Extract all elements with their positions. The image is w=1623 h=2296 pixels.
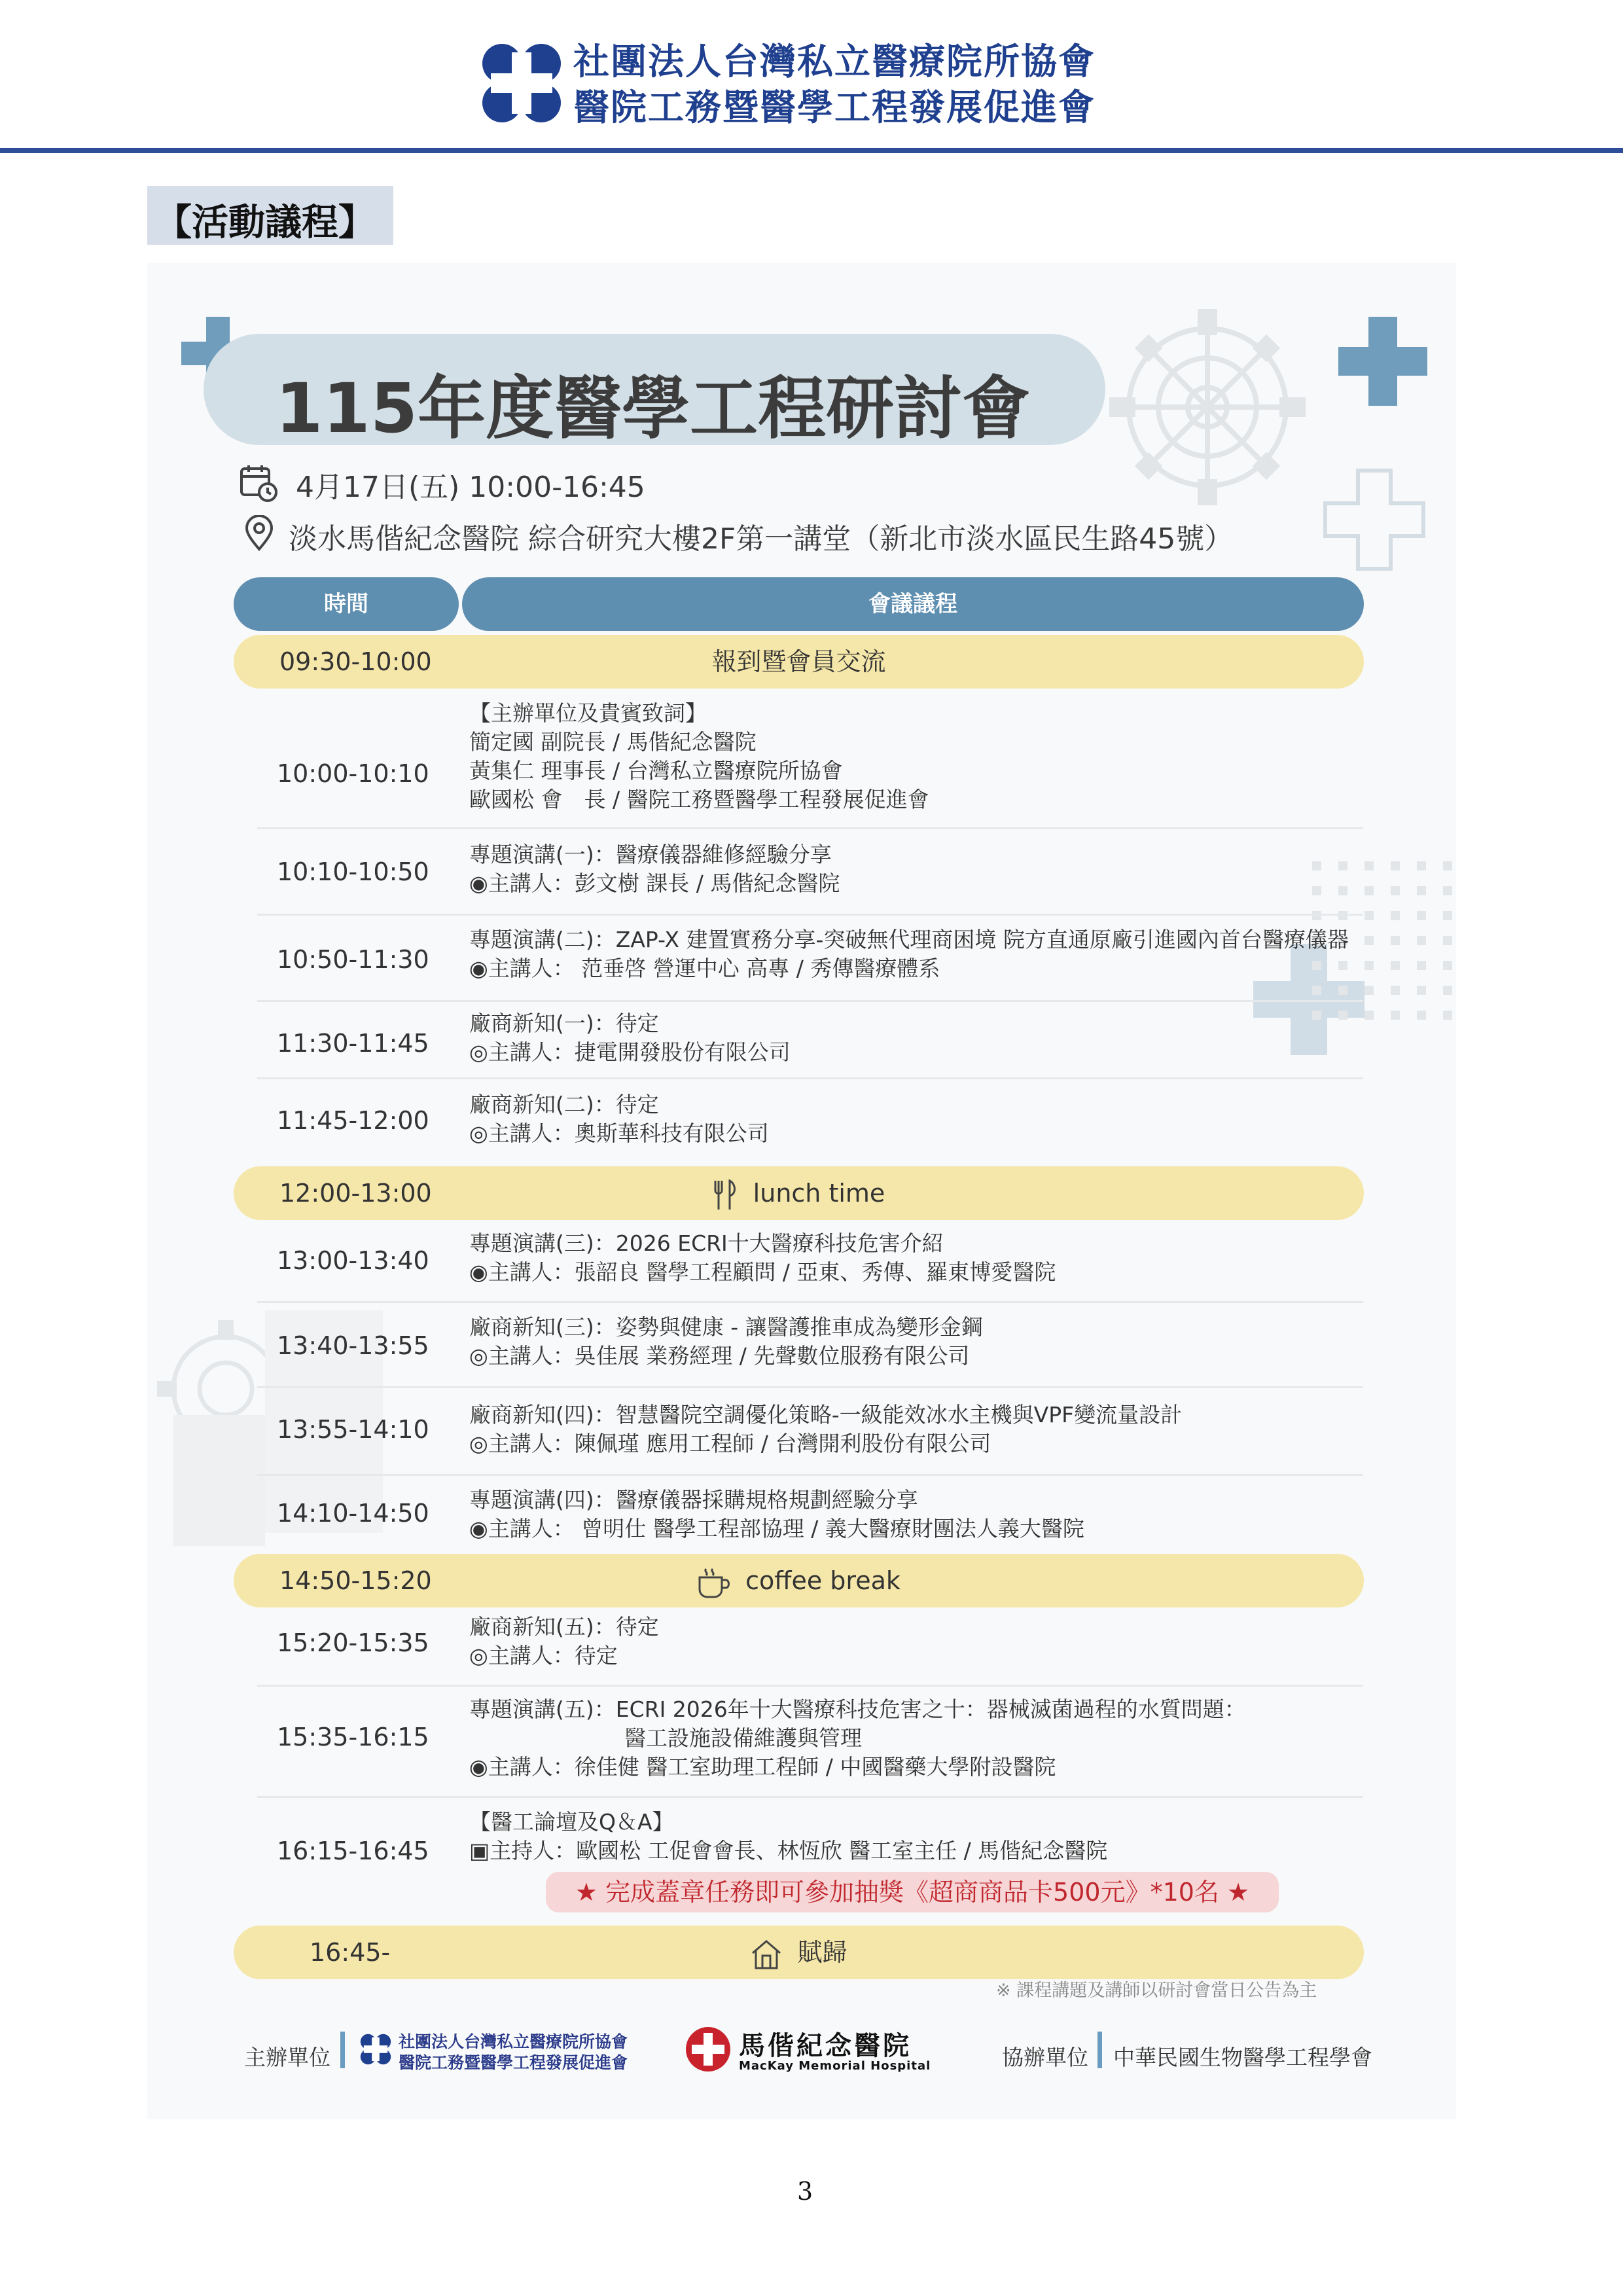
agenda-time: 10:10-10:50 [277,857,429,886]
hospital-name-en: MacKay Memorial Hospital [739,2059,931,2073]
location-pin-icon [243,515,276,552]
agenda-time: 10:50-11:30 [277,945,429,974]
agenda-line: ▣主持人：歐國松 工促會會長、林恆欣 醫工室主任 / 馬偕紀念醫院 [469,1838,1108,1863]
agenda-time: 12:00-13:00 [279,1179,432,1208]
footer-divider [1097,2032,1102,2068]
agenda-line: ◉主講人：徐佳健 醫工室助理工程師 / 中國醫藥大學附設醫院 [469,1754,1056,1780]
agenda-line: 廠商新知(五)：待定 [469,1614,659,1640]
agenda-line: 專題演講(二)：ZAP-X 建置實務分享-突破無代理商困境 院方直通原廠引進國內首台醫療儀器 [469,927,1349,952]
event-date: 4月17日(五) 10:00-16:45 [296,471,645,504]
agenda-time: 11:30-11:45 [277,1029,429,1058]
co-organizer-label: 協辦單位 [1002,2045,1088,2070]
agenda-highlight-row [234,1926,1364,1979]
co-organizer-name: 中華民國生物醫學工程學會 [1113,2045,1372,2070]
agenda-time: 13:40-13:55 [277,1331,429,1360]
agenda-time: 13:00-13:40 [277,1246,429,1275]
agenda-highlight-content: coffee break [745,1566,901,1595]
agenda-line: 廠商新知(一)：待定 [469,1011,659,1036]
agenda-line: ◉主講人： 曾明仕 醫學工程部協理 / 義大醫療財團法人義大醫院 [469,1516,1084,1541]
hospital-name: 馬偕紀念醫院 [739,2030,912,2061]
agenda-line: ◎主講人：待定 [469,1643,618,1668]
row-divider [257,1000,1363,1002]
header-org-name-line2: 醫院工務暨醫學工程發展促進會 [573,86,1096,128]
utensils-icon [713,1179,739,1211]
agenda-highlight-row [234,635,1364,689]
plus-icon [1338,317,1427,406]
agenda-line: 醫工設施設備維護與管理 [624,1725,862,1751]
agenda-time: 14:50-15:20 [279,1566,432,1595]
agenda-line: 黃集仁 理事長 / 台灣私立醫療院所協會 [469,758,843,783]
agenda-note: ※ 課程講題及講師以研討會當日公告為主 [996,1981,1317,2001]
agenda-highlight-content: 報到暨會員交流 [711,647,886,676]
agenda-line: 專題演講(三)：2026 ECRI十大醫療科技危害介紹 [469,1230,944,1256]
event-location: 淡水馬偕紀念醫院 綜合研究大樓2F第一講堂（新北市淡水區民生路45號） [289,522,1234,556]
association-logo-icon [473,34,571,132]
footer-org-line1: 社團法人台灣私立醫療院所協會 [399,2032,628,2051]
row-divider [257,1796,1363,1798]
row-divider [257,827,1363,829]
agenda-line: 【醫工論壇及Q＆A】 [469,1809,674,1835]
coffee-cup-icon [697,1567,731,1598]
poster-title: 115年度醫學工程研討會 [276,368,1031,448]
section-tag-text: 【活動議程】 [155,202,375,244]
agenda-line: 廠商新知(四)：智慧醫院空調優化策略-一級能效冰水主機與VPF變流量設計 [469,1402,1183,1427]
agenda-time: 11:45-12:00 [277,1106,429,1135]
agenda-line: ◉主講人： 范垂啓 營運中心 高專 / 秀傳醫療體系 [469,956,940,981]
row-divider [257,1685,1363,1687]
plus-outline-icon [1322,467,1427,572]
agenda-line: ◎主講人：吳佳展 業務經理 / 先聲數位服務有限公司 [469,1343,970,1369]
agenda-time: 10:00-10:10 [277,759,429,788]
decor-block [173,1415,265,1546]
agenda-line: 【主辦單位及貴賓致詞】 [469,700,707,726]
section-tag [147,186,393,245]
agenda-line: 專題演講(一)：醫療儀器維修經驗分享 [469,842,832,867]
agenda-time: 15:20-15:35 [277,1628,429,1657]
row-divider [257,1301,1363,1303]
agenda-line: 歐國松 會 長 / 醫院工務暨醫學工程發展促進會 [469,787,929,812]
footer-divider [340,2032,345,2068]
row-divider [257,914,1363,916]
agenda-time: 16:45- [310,1938,391,1967]
row-divider [257,1077,1363,1079]
gear-icon [1083,283,1332,531]
header-org-name-line1: 社團法人台灣私立醫療院所協會 [573,41,1096,82]
agenda-line: ◎主講人：奧斯華科技有限公司 [469,1121,769,1146]
agenda-highlight-wrap [234,1166,1364,1220]
header-divider [0,148,1623,153]
footer-org-line2: 醫院工務暨醫學工程發展促進會 [399,2053,628,2072]
prize-banner: ★ 完成蓋章任務即可參加抽獎《超商商品卡500元》*10名 ★ [546,1872,1279,1912]
row-divider [257,1386,1363,1388]
table-header-program: 會議議程 [462,577,1364,631]
home-icon [750,1939,783,1970]
agenda-line: ◉主講人：彭文樹 課長 / 馬偕紀念醫院 [469,870,840,896]
agenda-time: 13:55-14:10 [277,1415,429,1444]
agenda-line: 廠商新知(三)：姿勢與健康 - 讓醫護推車成為變形金鋼 [469,1314,983,1340]
agenda-line: 專題演講(五)：ECRI 2026年十大醫療科技危害之十：器械滅菌過程的水質問題： [469,1696,1246,1722]
page-number: 3 [797,2177,813,2206]
association-logo-icon [357,2030,395,2068]
agenda-line: ◎主講人：捷電開發股份有限公司 [469,1039,791,1065]
agenda-time: 16:15-16:45 [277,1837,429,1865]
row-divider [257,1474,1363,1476]
mackay-hospital-logo-icon [684,2025,732,2073]
agenda-highlight-wrap [234,1554,1364,1607]
agenda-highlight-row [234,1554,1364,1607]
agenda-poster [147,263,1456,2119]
agenda-highlight-row [234,1166,1364,1220]
calendar-clock-icon [239,463,278,503]
agenda-line: 廠商新知(二)：待定 [469,1092,659,1117]
table-header-time: 時間 [234,577,459,631]
agenda-line: 簡定國 副院長 / 馬偕紀念醫院 [469,729,757,755]
agenda-line: ◎主講人：陳佩瑾 應用工程師 / 台灣開利股份有限公司 [469,1431,991,1456]
agenda-time: 14:10-14:50 [277,1499,429,1528]
agenda-highlight-wrap [234,1926,1364,1979]
organizer-label: 主辦單位 [244,2045,330,2070]
page-header [0,0,1623,154]
agenda-time: 09:30-10:00 [279,647,432,676]
agenda-time: 15:35-16:15 [277,1723,429,1751]
agenda-highlight-content: 賦歸 [797,1938,847,1967]
agenda-line: 專題演講(四)：醫療儀器採購規格規劃經驗分享 [469,1487,918,1513]
agenda-line: ◉主講人：張韶良 醫學工程顧問 / 亞東、秀傳、羅東博愛醫院 [469,1259,1056,1285]
agenda-highlight-content: lunch time [753,1179,885,1208]
